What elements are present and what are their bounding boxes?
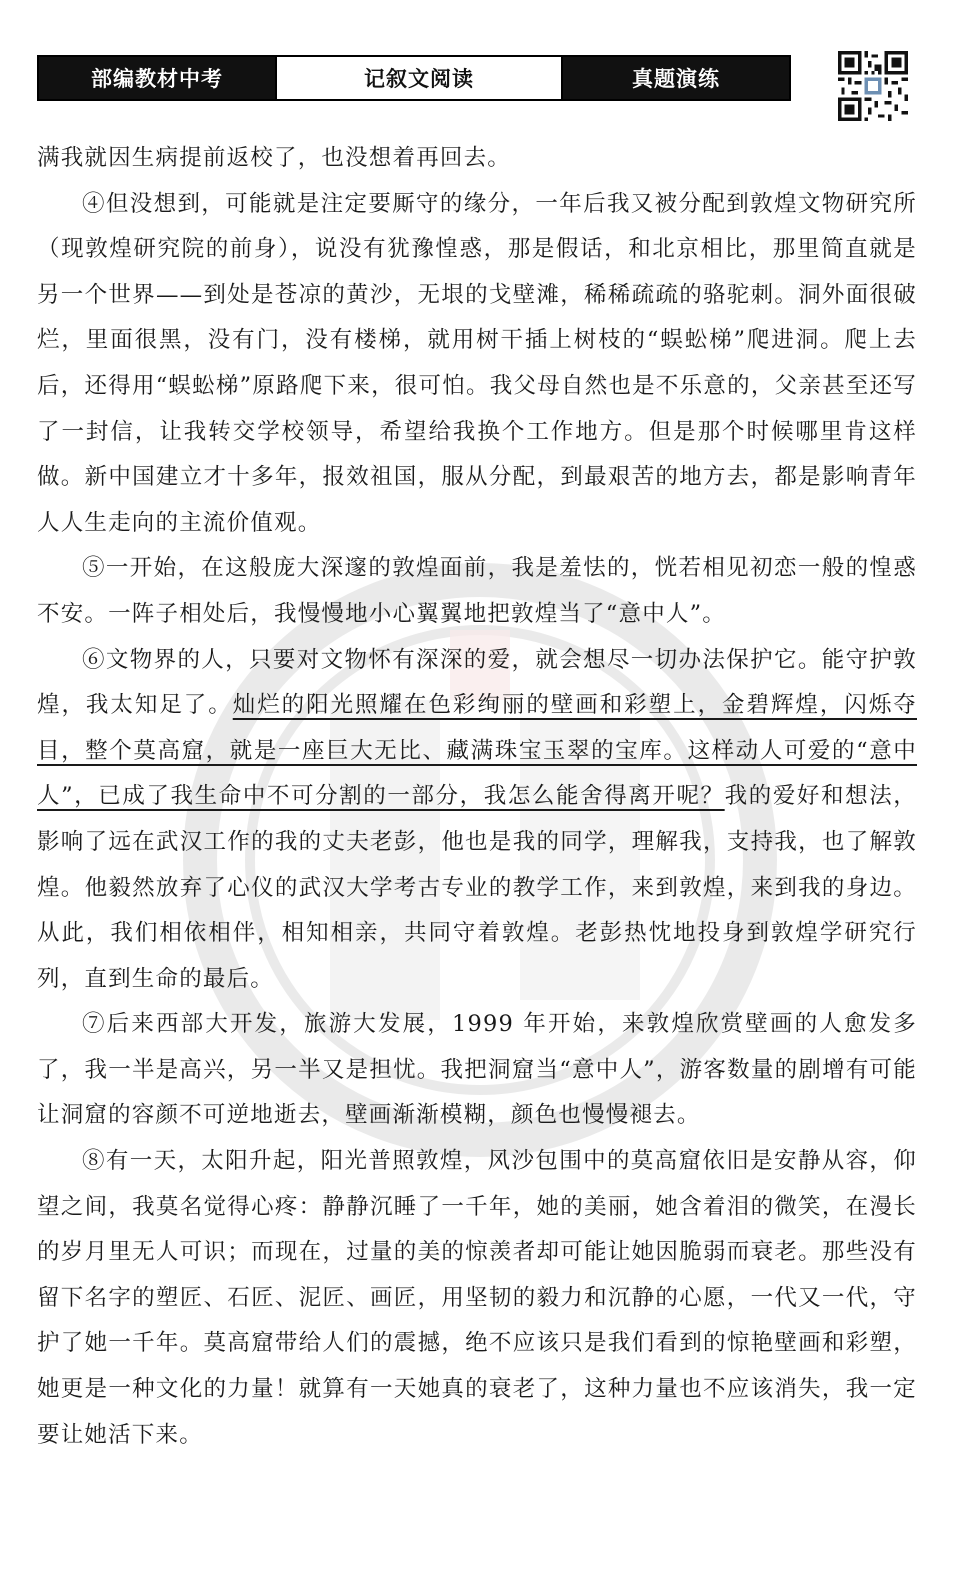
paragraph-7: ⑦后来西部大开发，旅游大发展，1999 年开始，来敦煌欣赏壁画的人愈发多了，我一半是高兴，另一半又是担忧。我把洞窟当“意中人”，游客数量的剧增有可能让洞窟的容颜不可逆地逝去，壁画渐渐模糊，颜色也慢慢褪去。 xyxy=(37,1011,917,1129)
header-bar xyxy=(37,55,791,101)
header-left-label: 部编教材中考 xyxy=(39,57,275,99)
paragraph-8: ⑧有一天，太阳升起，阳光普照敦煌，风沙包围中的莫高窟依旧是安静从容，仰望之间，我莫名觉得心疼：静静沉睡了一千年，她的美丽，她含着泪的微笑，在漫长的岁月里无人可识；而现在，过量的美的惊羡者却可能让她因脆弱而衰老。那些没有留下名字的塑匠、石匠、泥匠、画匠，用坚韧的毅力和沉静的心愿，一代又一代，守护了她一千年。莫高窟带给人们的震撼，绝不应该只是我们看到的惊艳壁画和彩塑，她更是一种文化的力量！就算有一天她真的衰老了，这种力量也不应该消失，我一定要让她活下来。 xyxy=(37,1148,917,1448)
paragraph-6-intro: ⑥文物界的人，只要对文物怀有深深的爱，就会想尽一切办法保护它。能守护敦煌，我太知足了。 xyxy=(37,646,917,719)
article-body xyxy=(37,136,917,1458)
underlined-sentence: 灿烂的阳光照耀在色彩绚丽的壁画和彩塑上，金碧辉煌，闪烁夺目，整个莫高窟，就是一座巨大无比、藏满珠宝玉翠的宝库。这样动人可爱的“意中人”，已成了我生命中不可分割的一部分，我怎么能舍得离开呢？ xyxy=(37,692,917,810)
header-center-label: 记叙文阅读 xyxy=(275,57,563,99)
qr-code-icon xyxy=(838,51,908,121)
paragraph-6-rest: 我的爱好和想法，影响了远在武汉工作的我的丈夫老彭，他也是我的同学，理解我，支持我，也了解敦煌。他毅然放弃了心仪的武汉大学考古专业的教学工作，来到敦煌，来到我的身边。从此，我们相依相伴，相知相亲，共同守着敦煌。老彭热忱地投身到敦煌学研究行列，直到生命的最后。 xyxy=(37,783,917,992)
paragraph-4: ④但没想到，可能就是注定要厮守的缘分，一年后我又被分配到敦煌文物研究所（现敦煌研究院的前身），说没有犹豫惶惑，那是假话，和北京相比，那里简直就是另一个世界——到处是苍凉的黄沙，无垠的戈壁滩，稀稀疏疏的骆驼刺。洞外面很破烂，里面很黑，没有门，没有楼梯，就用树干插上树枝的“蜈蚣梯”爬进洞。爬上去后，还得用“蜈蚣梯”原路爬下来，很可怕。我父母自然也是不乐意的，父亲甚至还写了一封信，让我转交学校领导，希望给我换个工作地方。但是那个时候哪里肯这样做。新中国建立才十多年，报效祖国，服从分配，到最艰苦的地方去，都是影响青年人人生走向的主流价值观。 xyxy=(37,190,917,536)
paragraph-5: ⑤一开始，在这般庞大深邃的敦煌面前，我是羞怯的，恍若相见初恋一般的惶惑不安。一阵子相处后，我慢慢地小心翼翼地把敦煌当了“意中人”。 xyxy=(37,555,917,627)
paragraph-6 xyxy=(37,638,917,1003)
paragraph-3-tail: 满我就因生病提前返校了，也没想着再回去。 xyxy=(37,145,512,171)
header-right-label: 真题演练 xyxy=(563,57,789,99)
